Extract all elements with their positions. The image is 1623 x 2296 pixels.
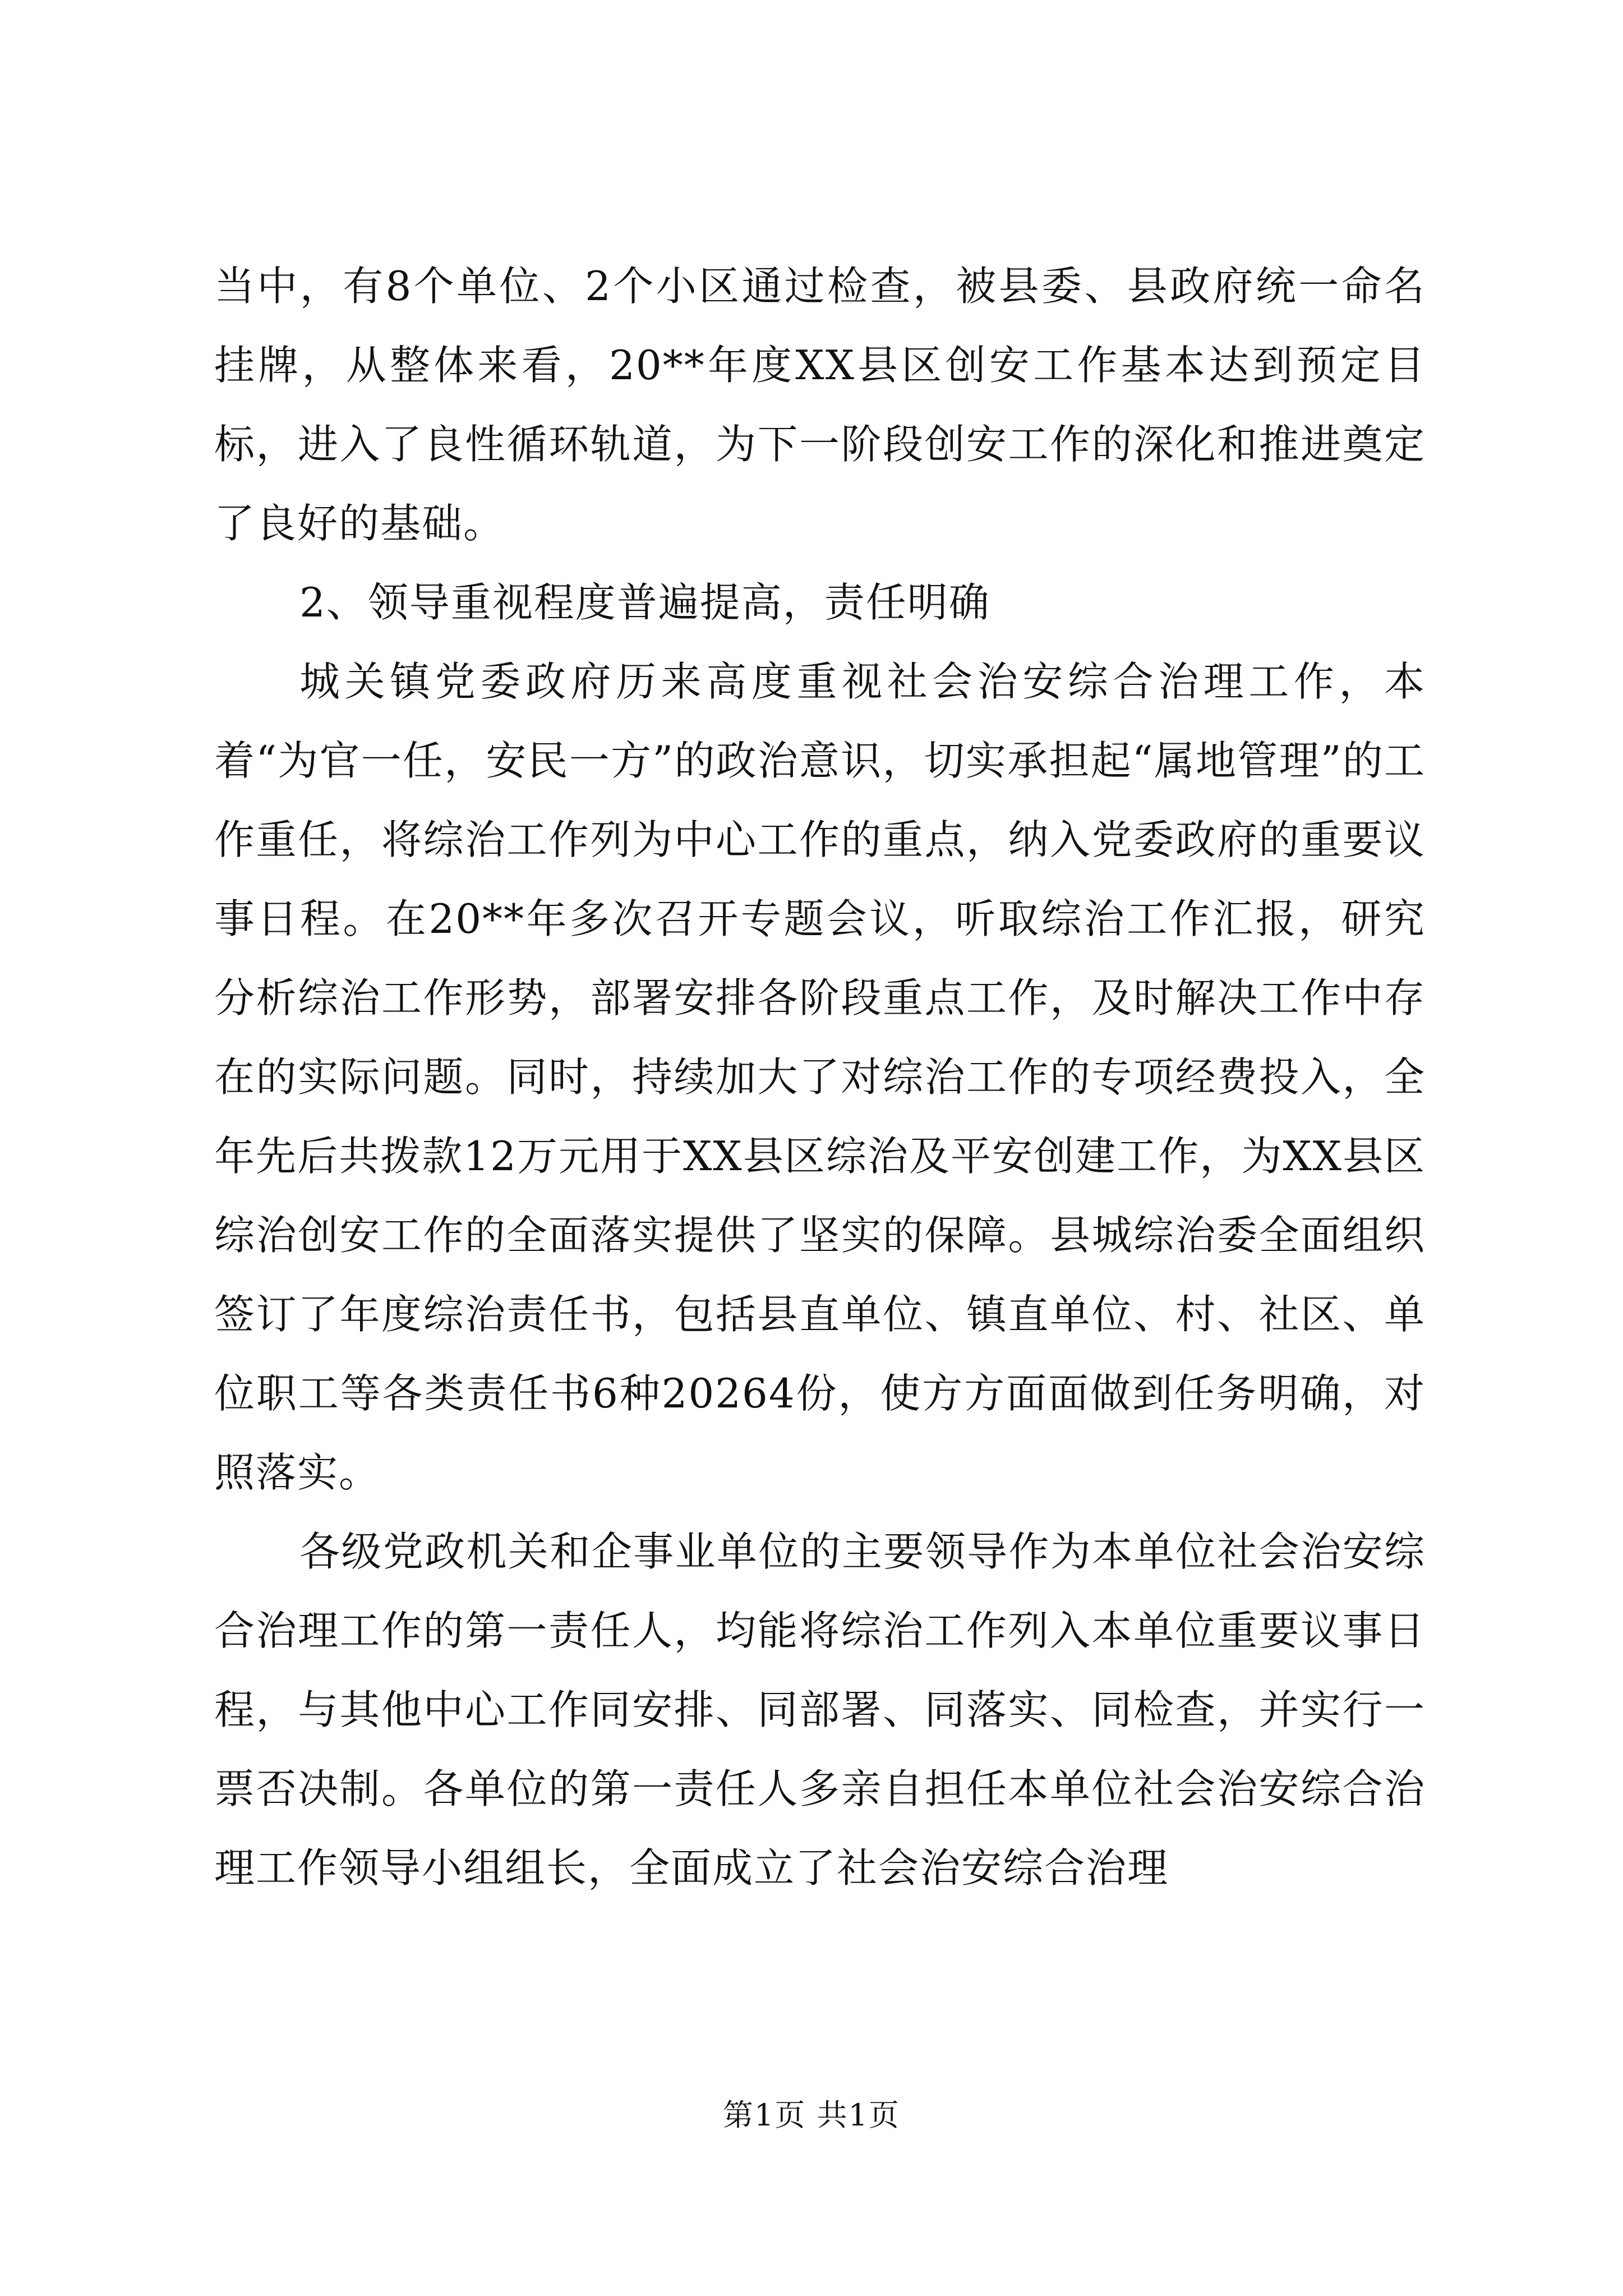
document-body <box>214 247 1426 1908</box>
paragraph-leadership: 城关镇党委政府历来高度重视社会治安综合治理工作，本着“为官一任，安民一方”的政治意识，切实承担起“属地管理”的工作重任，将综治工作列为中心工作的重点，纳入党委政府的重要议事日程。在20**年多次召开专题会议，听取综治工作汇报，研究分析综治工作形势，部署安排各阶段重点工作，及时解决工作中存在的实际问题。同时，持续加大了对综治工作的专项经费投入，全年先后共拨款12万元用于XX县区综治及平安创建工作，为XX县区综治创安工作的全面落实提供了坚实的保障。县城综治委全面组织签订了年度综治责任书，包括县直单位、镇直单位、村、社区、单位职工等各类责任书6种20264份，使方方面面做到任务明确，对照落实。 <box>214 658 1426 1496</box>
section-heading: 2、领导重视程度普遍提高，责任明确 <box>299 579 990 626</box>
paragraph-continuation: 当中，有8个单位、2个小区通过检查，被县委、县政府统一命名挂牌，从整体来看，20**年度XX县区创安工作基本达到预定目标，进入了良性循环轨道，为下一阶段创安工作的深化和推进奠定了良好的基础。 <box>214 263 1426 547</box>
paragraph-responsibility: 各级党政机关和企事业单位的主要领导作为本单位社会治安综合治理工作的第一责任人，均能将综治工作列入本单位重要议事日程，与其他中心工作同安排、同部署、同落实、同检查，并实行一票否决制。各单位的第一责任人多亲自担任本单位社会治安综合治理工作领导小组组长，全面成立了社会治安综合治理 <box>214 1528 1426 1892</box>
page-footer: 第1页 共1页 <box>723 2097 900 2133</box>
